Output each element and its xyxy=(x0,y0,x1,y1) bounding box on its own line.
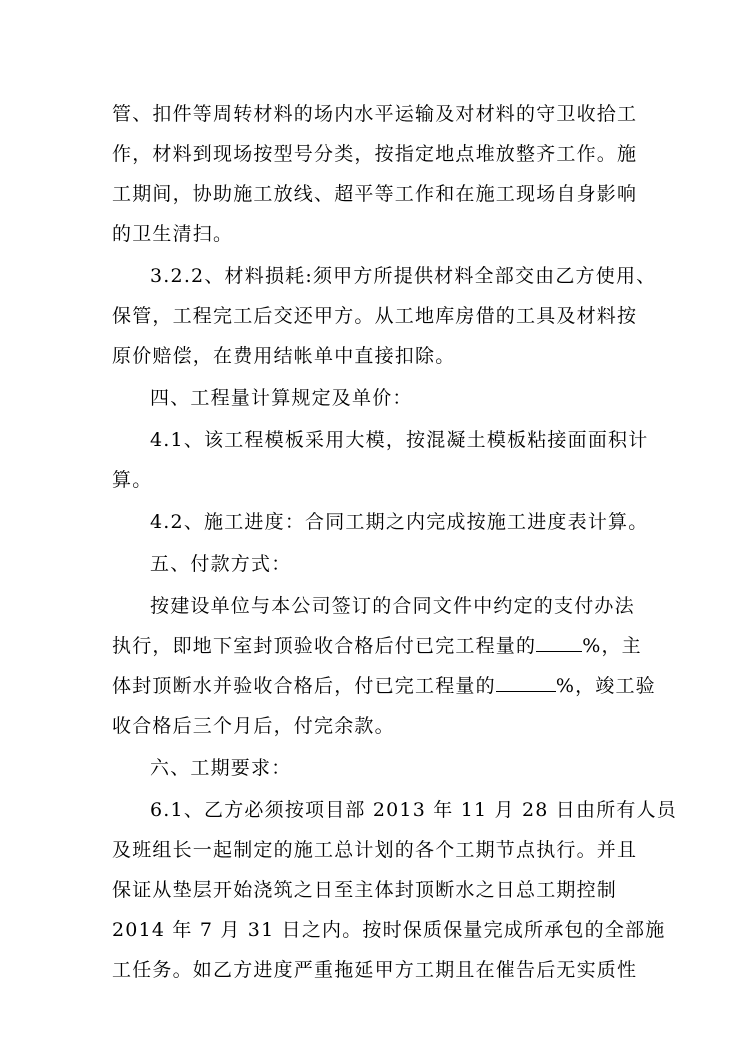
section-heading: 六、工期要求： xyxy=(150,757,292,779)
text-line: 按建设单位与本公司签订的合同文件中约定的支付办法 xyxy=(150,595,635,617)
text-line: 6.1、乙方必须按项目部 2013 年 11 月 28 日由所有人员 xyxy=(150,799,677,821)
text-line: 2014 年 7 月 31 日之内。按时保质保量完成所承包的全部施 xyxy=(112,919,666,941)
text-line: 工期间，协助施工放线、超平等工作和在施工现场自身影响 xyxy=(112,183,638,205)
text-line: 原价赔偿，在费用结帐单中直接扣除。 xyxy=(112,345,456,367)
text-segment: 执行，即地下室封顶验收合格后付已完工程量的 xyxy=(112,635,537,657)
text-line: 管、扣件等周转材料的场内水平运输及对材料的守卫收拾工 xyxy=(112,103,638,125)
text-line: 4.2、施工进度：合同工期之内完成按施工进度表计算。 xyxy=(150,511,649,533)
text-line: 4.1、该工程模板采用大模，按混凝土模板粘接面面积计 xyxy=(150,429,649,451)
text-line: 收合格后三个月后，付完余款。 xyxy=(112,715,395,737)
text-segment: %，竣工验 xyxy=(555,675,656,697)
section-heading: 五、付款方式： xyxy=(150,553,292,575)
text-line: 算。 xyxy=(112,469,153,491)
text-line: 工任务。如乙方进度严重拖延甲方工期且在催告后无实质性 xyxy=(112,959,638,981)
text-line: 3.2.2、材料损耗:须甲方所提供材料全部交由乙方使用、 xyxy=(150,265,657,287)
text-line xyxy=(112,626,642,666)
text-line xyxy=(112,666,656,706)
fill-in-blank xyxy=(496,669,556,692)
section-heading: 四、工程量计算规定及单价： xyxy=(150,387,413,409)
text-line: 保证从垫层开始浇筑之日至主体封顶断水之日总工期控制 xyxy=(112,879,618,901)
text-line: 及班组长一起制定的施工总计划的各个工期节点执行。并且 xyxy=(112,839,638,861)
fill-in-blank xyxy=(536,629,582,652)
text-line: 作，材料到现场按型号分类，按指定地点堆放整齐工作。施 xyxy=(112,143,638,165)
text-segment: 体封顶断水并验收合格后，付已完工程量的 xyxy=(112,675,496,697)
text-line: 保管，工程完工后交还甲方。从工地库房借的工具及材料按 xyxy=(112,305,638,327)
text-line: 的卫生清扫。 xyxy=(112,223,234,245)
text-segment: %，主 xyxy=(582,635,642,657)
